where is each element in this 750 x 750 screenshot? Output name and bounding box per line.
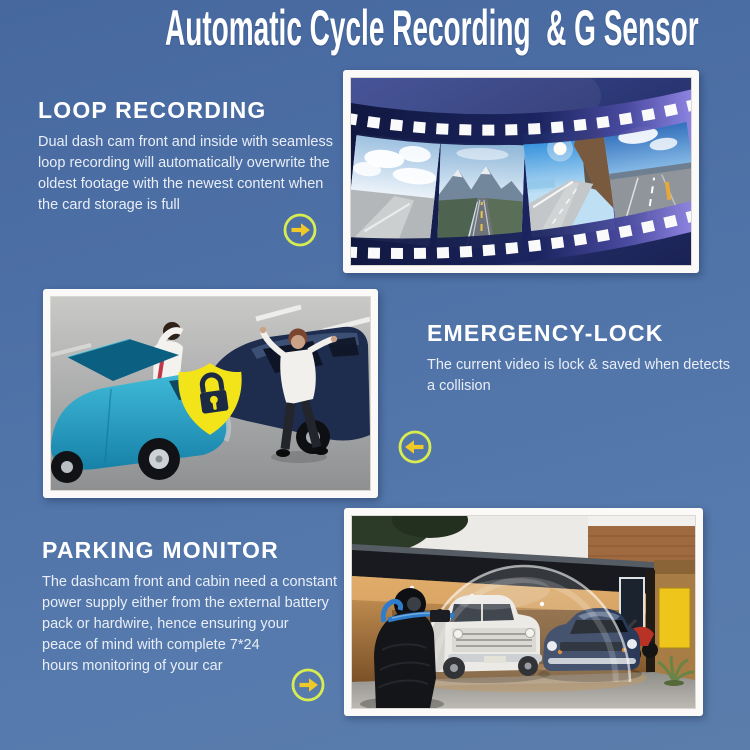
loop-recording-section	[38, 97, 343, 216]
parking-monitor-section	[42, 537, 352, 677]
emergency-lock-heading: EMERGENCY-LOCK	[427, 320, 664, 346]
body-line: the card storage is full	[38, 197, 180, 213]
body-line: peace of mind with complete 7*24	[42, 637, 260, 653]
arrow-right-icon	[289, 666, 327, 704]
loop-recording-heading: LOOP RECORDING	[38, 97, 267, 123]
film-strip-illustration	[351, 78, 691, 265]
emergency-lock-image-card	[43, 289, 378, 498]
body-line: a collision	[427, 378, 491, 394]
yellow-door	[659, 588, 690, 648]
body-line: loop recording will automatically overwrite the	[38, 155, 330, 171]
body-line: hours monitoring of your car	[42, 658, 223, 674]
emergency-lock-section	[427, 320, 737, 397]
body-line: pack or hardwire, hence ensuring your	[42, 616, 289, 632]
body-line: The dashcam front and cabin need a constant	[42, 574, 338, 590]
parking-monitor-image-card	[344, 508, 703, 716]
body-line: oldest footage with the newest content when	[38, 176, 324, 192]
loop-recording-image-card	[343, 70, 699, 273]
garage-illustration	[352, 516, 695, 708]
body-line: power supply either from the external battery	[42, 595, 329, 611]
parking-monitor-heading: PARKING MONITOR	[42, 537, 279, 563]
body-line: Dual dash cam front and inside with seamless	[38, 134, 333, 150]
road-photo-cloudy	[351, 134, 440, 246]
body-line: The current video is lock & saved when detects	[427, 357, 731, 373]
collision-illustration	[51, 297, 370, 490]
page-title: Automatic Cycle Recording & G Sensor	[165, 0, 699, 56]
arrow-left-icon	[396, 428, 434, 466]
arrow-right-icon	[281, 211, 319, 249]
